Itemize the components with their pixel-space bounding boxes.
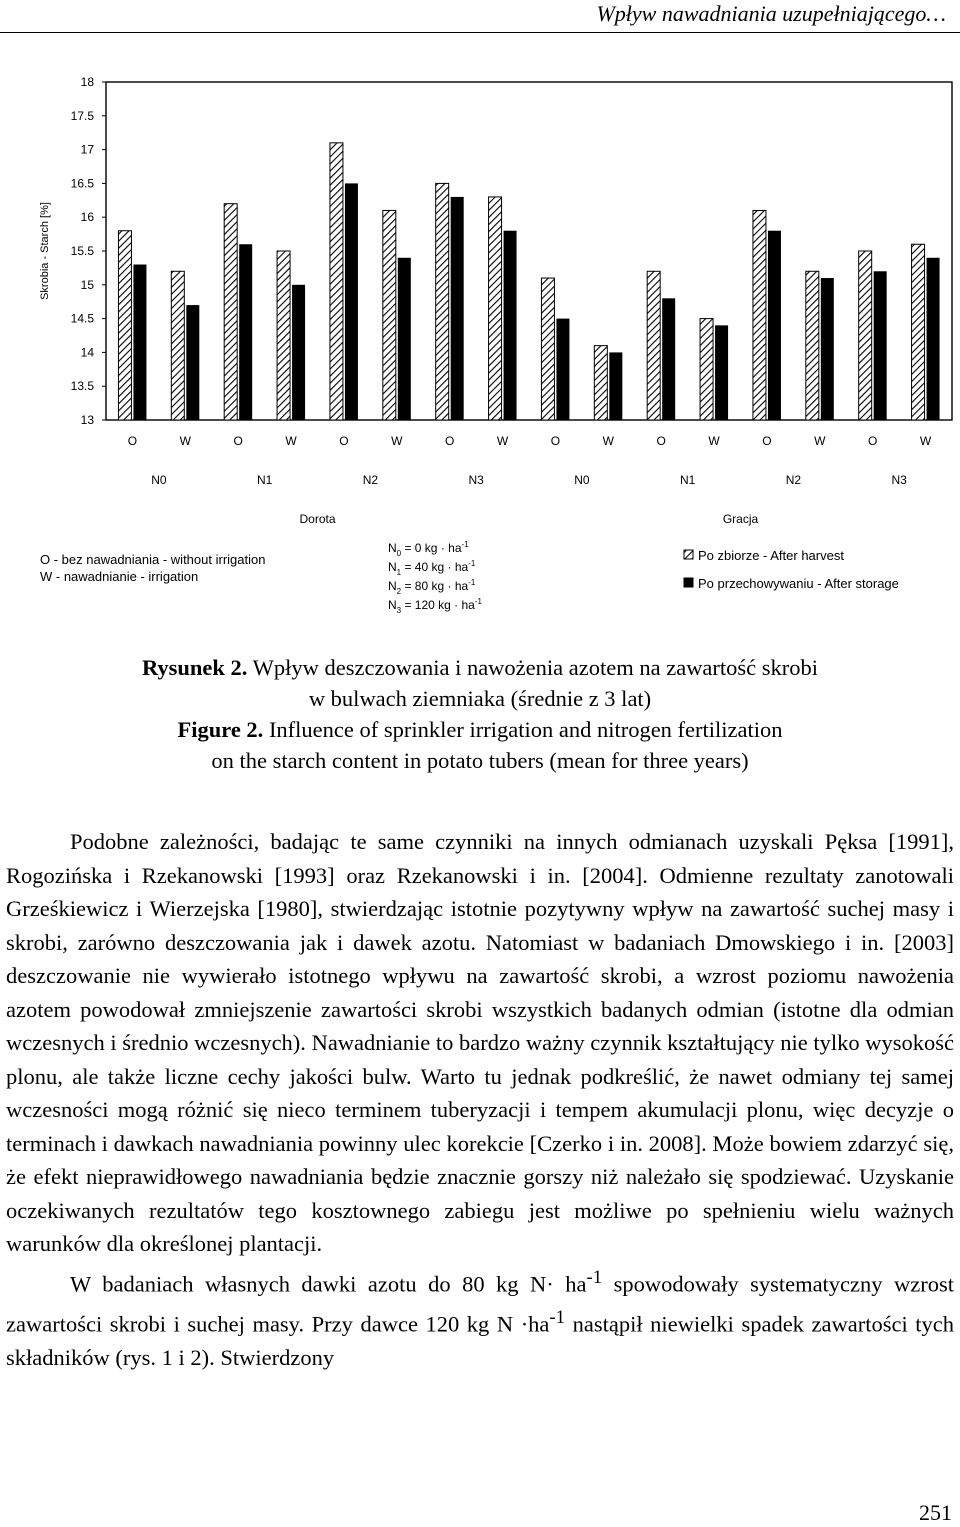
bar-after-harvest bbox=[171, 271, 184, 420]
bar-after-harvest bbox=[806, 271, 819, 420]
irrigation-label: O bbox=[127, 434, 138, 448]
y-tick-label: 15.5 bbox=[70, 244, 94, 258]
nitrogen-label: N3 bbox=[891, 473, 907, 487]
caption-en-label: Figure 2. bbox=[177, 717, 264, 742]
irrigation-label: O bbox=[762, 434, 772, 448]
irrigation-label: O bbox=[445, 434, 455, 448]
bar-after-storage bbox=[398, 258, 411, 420]
bar-after-harvest bbox=[594, 346, 607, 420]
irrigation-label: W bbox=[496, 434, 509, 448]
legend-nitrogen-item: $N_3 = 120$ kg · $ha^{-1}$ bbox=[388, 597, 482, 615]
y-axis-label: Skrobia - Starch [%] bbox=[39, 202, 51, 300]
irrigation-label: W bbox=[602, 434, 614, 448]
running-head-title: Wpływ nawadniania uzupełniającego… bbox=[596, 1, 946, 26]
paragraph-2-sup-1: -1 bbox=[586, 1266, 603, 1288]
irrigation-label: O bbox=[550, 434, 561, 448]
caption-en-line2: on the starch content in potato tubers (mean for three years) bbox=[211, 748, 749, 773]
bar-after-harvest bbox=[753, 210, 766, 420]
y-tick-label: 16 bbox=[80, 210, 94, 225]
figure-caption bbox=[0, 652, 960, 776]
y-tick-label: 17 bbox=[80, 142, 94, 157]
bar-after-storage bbox=[609, 352, 622, 420]
variety-label: Dorota bbox=[299, 512, 336, 526]
bar-after-storage bbox=[292, 285, 305, 420]
bar-after-storage bbox=[715, 325, 728, 420]
bar-after-storage bbox=[186, 305, 199, 420]
caption-pl-text: Wpływ deszczowania i nawożenia azotem na zawartość skrobi bbox=[252, 655, 819, 680]
caption-pl-line2: w bulwach ziemniaka (średnie z 3 lat) bbox=[308, 686, 652, 711]
bar-after-storage bbox=[874, 271, 887, 420]
bar-after-harvest bbox=[277, 251, 290, 420]
legend-nitrogen-item: $N_2 = 80$ kg · $ha^{-1}$ bbox=[388, 578, 476, 596]
irrigation-label: O bbox=[656, 434, 666, 448]
nitrogen-label: N1 bbox=[256, 473, 273, 487]
nitrogen-label: N1 bbox=[679, 473, 696, 487]
body-text bbox=[6, 825, 954, 1374]
caption-en-text: Influence of sprinkler irrigation and nitrogen fertilization bbox=[268, 717, 783, 742]
y-tick-label: 17.5 bbox=[70, 108, 94, 123]
irrigation-label: O bbox=[868, 434, 878, 448]
paragraph-1: Podobne zależności, badając te same czynniki na innych odmianach uzyskali Pęksa [1991], Rogozińska i Rzekanowski [1993] oraz Rzekanowski i in. [2004]. Odmienne rezultaty zanotowali Grześkiewicz i Wierzejska [1980], stwierdzając istotnie pozytywny wpływ na zawartość suchej masy i skrobi, zarówno deszczowania jak i dawek azotu. Natomiast w badaniach Dmowskiego i in. [2003] deszczowanie nie wywierało istotnego wpływu na zawartość skrobi, a wzrost poziomu nawożenia azotem powodował zmniejszenie zawartości skrobi wszystkich badanych odmian (istotne dla odmian wczesnych i średnio wczesnych). Nawadnianie to bardzo ważny czynnik kształtujący nie tylko wysokość plonu, ale także liczne cechy jakości bulw. Warto tu jednak podkreślić, że nawet odmiany tej samej wczesności mogą różnić się nieco terminem tuberyzacji i tempem akumulacji plonu, więc decyzje o terminach i dawkach nawadniania powinny ulec korekcie [Czerko i in. 2008]. Może bowiem zdarzyć się, że efekt nieprawidłowego nawadniania będzie znacznie gorszy niż należało się spodziewać. Uzyskanie oczekiwanych rezultatów tego kosztownego zabiegu jest możliwe po spełnieniu wielu ważnych warunków dla określonej plantacji. bbox=[6, 829, 954, 1256]
caption-en-line1 bbox=[0, 714, 960, 745]
nitrogen-label: N2 bbox=[785, 473, 802, 487]
nitrogen-label: N3 bbox=[468, 473, 484, 487]
starch-bar-chart bbox=[0, 62, 960, 632]
legend-series-swatch bbox=[684, 578, 693, 587]
bar-after-storage bbox=[504, 231, 517, 420]
bar-after-storage bbox=[662, 298, 675, 420]
bar-after-harvest bbox=[383, 210, 396, 420]
paragraph-2 bbox=[6, 1261, 954, 1375]
paragraph-2-part-a: W badaniach własnych dawki azotu do 80 kg N· ha bbox=[70, 1271, 587, 1296]
legend-irrigation-item: O - bez nawadniania - without irrigation bbox=[40, 552, 266, 567]
nitrogen-label: N0 bbox=[151, 473, 167, 487]
y-tick-label: 14.5 bbox=[70, 311, 94, 326]
y-tick-label: 15 bbox=[80, 277, 94, 292]
bar-after-harvest bbox=[859, 251, 872, 420]
bar-after-storage bbox=[821, 278, 834, 420]
y-tick-label: 14 bbox=[80, 345, 94, 360]
page-number: 251 bbox=[919, 1500, 952, 1525]
irrigation-label: W bbox=[179, 434, 191, 448]
bar-after-harvest bbox=[489, 197, 502, 420]
irrigation-label: W bbox=[708, 434, 720, 448]
variety-label: Gracja bbox=[722, 512, 759, 526]
bar-after-storage bbox=[133, 265, 146, 420]
irrigation-label: O bbox=[339, 434, 349, 448]
bar-after-storage bbox=[345, 183, 358, 420]
bar-after-storage bbox=[451, 197, 464, 420]
irrigation-label: W bbox=[285, 434, 297, 448]
legend-series-swatch bbox=[684, 550, 693, 559]
y-tick-label: 13 bbox=[80, 413, 94, 427]
y-tick-label: 16.5 bbox=[70, 176, 94, 191]
irrigation-label: W bbox=[391, 434, 403, 448]
bar-after-storage bbox=[768, 231, 781, 420]
bar-after-harvest bbox=[330, 143, 343, 420]
caption-pl-label: Rysunek 2. bbox=[141, 655, 248, 680]
y-tick-label: 13.5 bbox=[70, 379, 94, 394]
bar-after-harvest bbox=[118, 231, 131, 420]
legend-nitrogen-item: $N_1 = 40$ kg · $ha^{-1}$ bbox=[388, 559, 476, 577]
irrigation-label: O bbox=[233, 434, 243, 448]
running-head bbox=[0, 0, 960, 33]
nitrogen-label: N2 bbox=[362, 473, 379, 487]
bar-after-storage bbox=[556, 319, 569, 420]
irrigation-label: W bbox=[919, 434, 932, 448]
bar-after-storage bbox=[239, 244, 252, 420]
caption-pl-line1 bbox=[0, 652, 960, 683]
bar-after-harvest bbox=[647, 271, 660, 420]
irrigation-label: W bbox=[814, 434, 826, 448]
y-tick-label: 18 bbox=[80, 75, 94, 89]
legend-series-label: Po zbiorze - After harvest bbox=[698, 548, 844, 563]
nitrogen-label: N0 bbox=[574, 473, 590, 487]
legend-series-label: Po przechowywaniu - After storage bbox=[698, 576, 899, 591]
paragraph-2-sup-2: -1 bbox=[549, 1306, 566, 1328]
bar-after-harvest bbox=[541, 278, 554, 420]
paragraph-2-part-b: spowodowały systematyczny wzrost zawartości skrobi i suchej masy. Przy dawce 120 kg N ·ha bbox=[6, 1271, 954, 1336]
bar-after-storage bbox=[927, 258, 940, 420]
paragraph-2-part-c: nastąpił niewielki spadek zawartości tych składników (rys. 1 i 2). Stwierdzony bbox=[6, 1311, 954, 1370]
bar-after-harvest bbox=[224, 204, 237, 420]
bar-after-harvest bbox=[436, 183, 449, 420]
legend-irrigation-item: W - nawadnianie - irrigation bbox=[40, 569, 199, 584]
legend-nitrogen-item: $N_0 = 0$ kg · $ha^{-1}$ bbox=[388, 540, 469, 558]
bar-after-harvest bbox=[700, 319, 713, 420]
bar-after-harvest bbox=[912, 244, 925, 420]
